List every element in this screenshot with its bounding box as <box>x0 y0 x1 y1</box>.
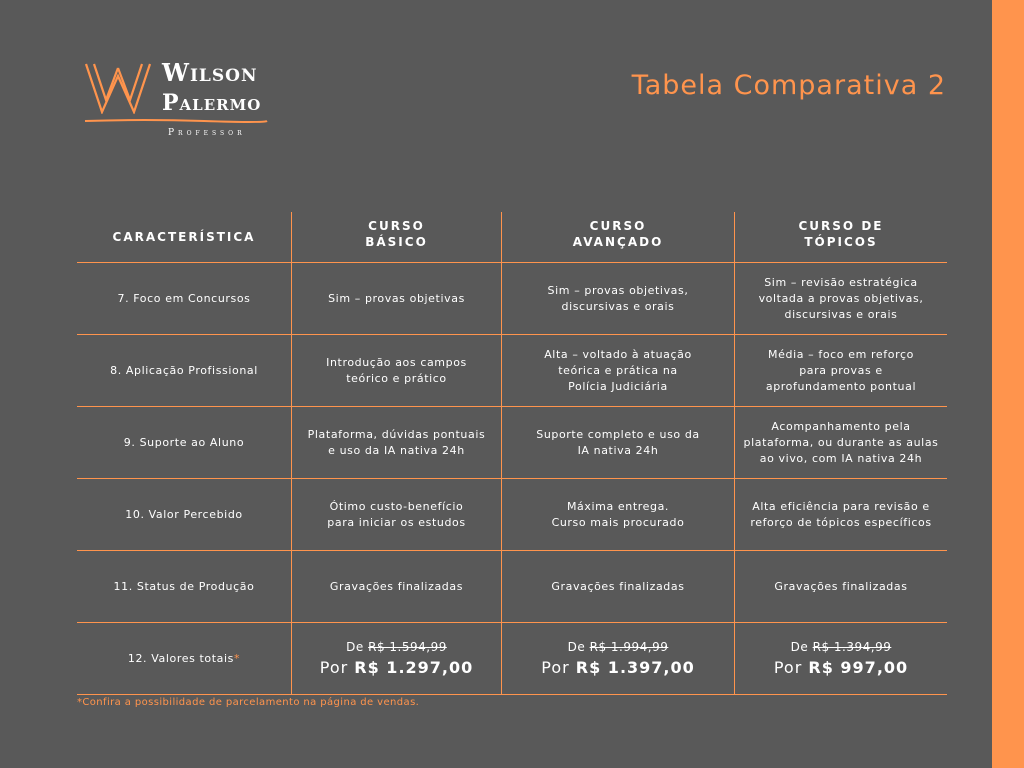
footnote: *Confira a possibilidade de parcelamento na página de vendas. <box>77 697 420 708</box>
table-header-row <box>77 212 947 263</box>
table-cell: Alta eficiência para revisão e reforço de tópicos específicos <box>734 479 947 550</box>
de-prefix: De <box>567 639 586 654</box>
table-cell: Suporte completo e uso da IA nativa 24h <box>501 407 734 478</box>
new-price <box>541 656 695 680</box>
table-row <box>77 479 947 551</box>
old-price-value: R$ 1.994,99 <box>589 639 669 654</box>
old-price-value: R$ 1.594,99 <box>368 639 447 654</box>
new-price <box>320 656 474 680</box>
table-cell: Introdução aos campos teórico e prático <box>291 335 501 406</box>
price-cell-avancado <box>501 623 734 694</box>
price-cell-basico <box>291 623 501 694</box>
table-cell: Sim – provas objetivas, discursivas e orais <box>501 263 734 334</box>
row-label: 11. Status de Produção <box>113 579 255 593</box>
de-prefix: De <box>790 639 809 654</box>
price-row-label: 12. Valores totais <box>127 651 235 665</box>
page-title: Tabela Comparativa 2 <box>631 70 946 101</box>
comparison-table <box>77 212 947 695</box>
table-row <box>77 335 947 407</box>
brand-name-first: Wilson <box>162 58 258 87</box>
row-label <box>77 623 291 694</box>
table-row <box>77 263 947 335</box>
old-price-value: R$ 1.394,99 <box>812 639 892 654</box>
por-prefix: Por <box>773 657 803 677</box>
new-price-value: R$ 1.397,00 <box>575 657 695 677</box>
old-price <box>568 638 669 656</box>
w-monogram-icon <box>84 62 154 114</box>
de-prefix: De <box>346 639 364 654</box>
table-cell: Acompanhamento pela plataforma, ou durante as aulas ao vivo, com IA nativa 24h <box>734 407 947 478</box>
header-curso-topicos: CURSO DE TÓPICOS <box>734 212 947 262</box>
table-cell: Sim – revisão estratégica voltada a provas objetivas, discursivas e orais <box>734 263 947 334</box>
brand-tagline: Professor <box>168 128 246 138</box>
row-label: 7. Foco em Concursos <box>117 291 251 305</box>
brand-logo <box>84 58 274 144</box>
table-cell: Sim – provas objetivas <box>291 263 501 334</box>
por-prefix: Por <box>541 657 570 677</box>
old-price <box>791 638 892 656</box>
brand-name-last: Palermo <box>162 90 262 116</box>
table-row <box>77 551 947 623</box>
price-row <box>77 623 947 695</box>
header-curso-basico: CURSO BÁSICO <box>291 212 501 262</box>
price-cell-topicos <box>734 623 947 694</box>
table-cell: Plataforma, dúvidas pontuais e uso da IA nativa 24h <box>291 407 501 478</box>
table-cell: Alta – voltado à atuação teórica e prática na Polícia Judiciária <box>501 335 734 406</box>
table-cell: Gravações finalizadas <box>734 551 947 622</box>
header-caracteristica: CARACTERÍSTICA <box>112 230 256 244</box>
new-price-value: R$ 1.297,00 <box>354 657 474 677</box>
table-cell: Ótimo custo-benefício para iniciar os estudos <box>291 479 501 550</box>
header-curso-avancado: CURSO AVANÇADO <box>501 212 734 262</box>
table-row <box>77 407 947 479</box>
table-cell: Média – foco em reforço para provas e aprofundamento pontual <box>734 335 947 406</box>
asterisk: * <box>234 651 241 665</box>
table-cell: Gravações finalizadas <box>501 551 734 622</box>
row-label: 8. Aplicação Profissional <box>110 363 258 377</box>
table-cell: Máxima entrega. Curso mais procurado <box>501 479 734 550</box>
row-label: 10. Valor Percebido <box>125 507 243 521</box>
old-price <box>346 638 447 656</box>
row-label: 9. Suporte ao Aluno <box>123 435 245 449</box>
table-cell: Gravações finalizadas <box>291 551 501 622</box>
brush-underline-icon <box>84 118 268 124</box>
accent-stripe <box>992 0 1024 768</box>
new-price <box>774 656 908 680</box>
por-prefix: Por <box>319 657 349 677</box>
new-price-value: R$ 997,00 <box>808 657 909 677</box>
